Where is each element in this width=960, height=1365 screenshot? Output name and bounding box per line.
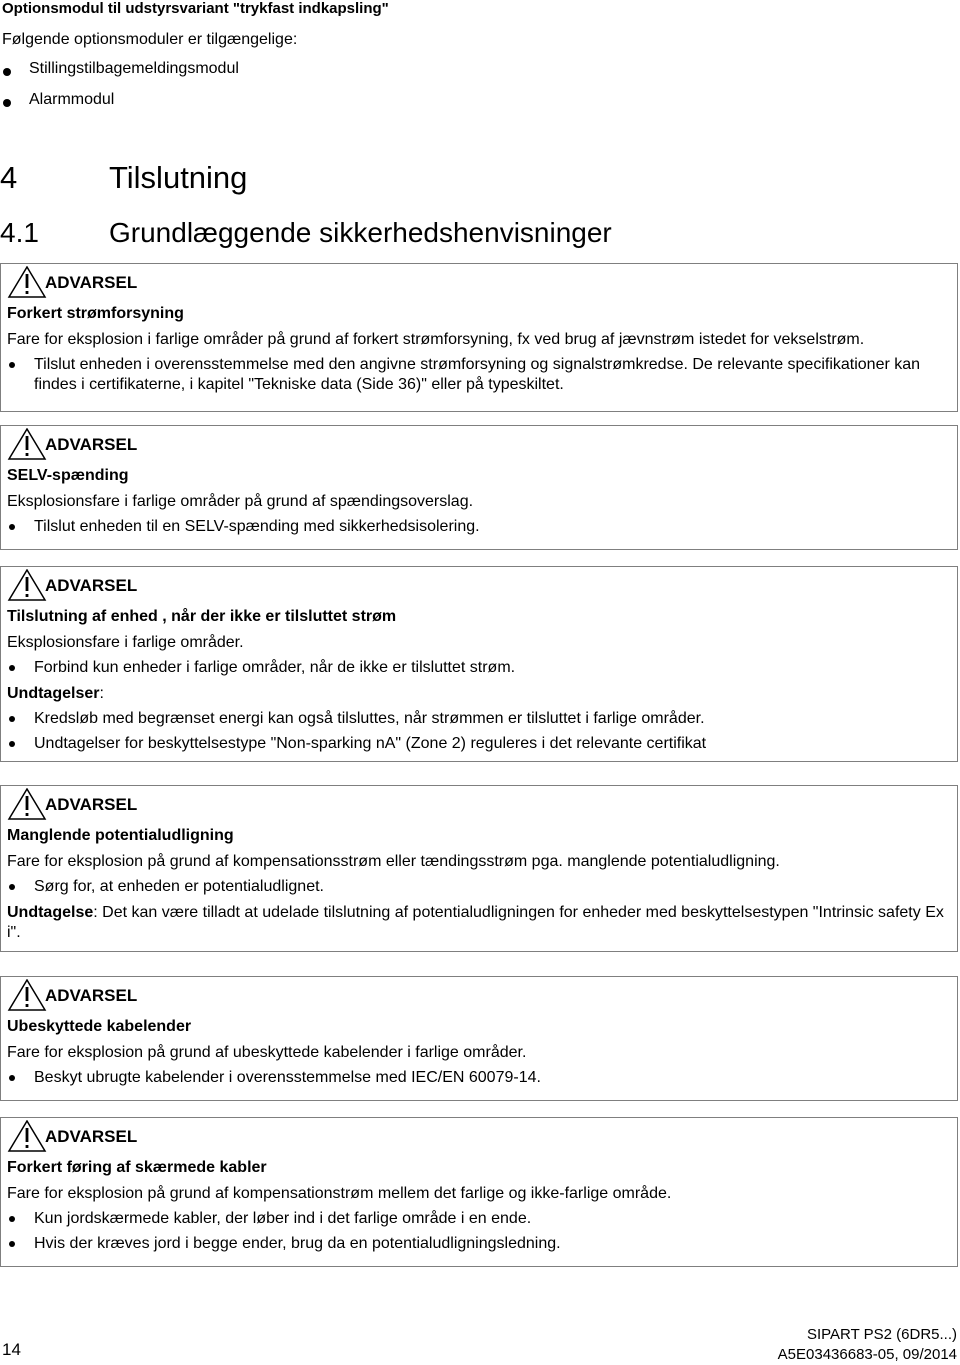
bullet-icon	[9, 1241, 15, 1247]
warning-header	[7, 792, 951, 818]
list-item-text: Kun jordskærmede kabler, der løber ind i det farlige område i en ende.	[34, 1210, 532, 1227]
list-item-text: Tilslut enheden til en SELV-spænding med sikkerhedsisolering.	[34, 518, 480, 535]
warning-box	[0, 425, 958, 550]
warning-triangle-icon	[7, 428, 47, 460]
bullet-icon	[9, 884, 15, 890]
signal-word: ADVARSEL	[45, 795, 138, 814]
warning-box	[0, 566, 958, 762]
bullet-icon	[9, 1216, 15, 1222]
exception-label: Undtagelser	[7, 685, 100, 702]
list-item	[7, 734, 951, 754]
warning-triangle-icon	[7, 979, 47, 1011]
warning-text: Fare for eksplosion i farlige områder på grund af forkert strømforsyning, fx ved brug af jævnstrøm istedet for vekselstrøm.	[7, 331, 865, 348]
warning-text: Fare for eksplosion på grund af ubeskyttede kabelender i farlige områder.	[7, 1044, 527, 1061]
warning-triangle-icon	[7, 266, 47, 298]
list-item-text: Undtagelser for beskyttelsestype "Non-sparking nA" (Zone 2) reguleres i det relevante certifikat	[34, 735, 707, 752]
exception-text: : Det kan være tilladt at udelade tilslutning af potentialudligningen for enheder med beskyttelsestypen "Intrinsic safety Ex i".	[7, 904, 944, 941]
warning-title: Forkert føring af skærmede kabler	[7, 1159, 267, 1176]
signal-word: ADVARSEL	[45, 986, 138, 1005]
warning-title: Manglende potentialudligning	[7, 827, 234, 844]
list-item	[7, 1234, 951, 1254]
warning-header	[7, 983, 951, 1009]
exception-line	[7, 684, 951, 704]
list-item-text: Sørg for, at enheden er potentialudlignet.	[34, 878, 324, 895]
list-item	[0, 90, 960, 121]
section-number: 4.1	[0, 217, 39, 248]
list-item-text: Beskyt ubrugte kabelender i overensstemmelse med IEC/EN 60079-14.	[34, 1069, 541, 1086]
list-item-text: Hvis der kræves jord i begge ender, brug da en potentialudligningsledning.	[34, 1235, 561, 1252]
footer-product-info	[778, 1325, 957, 1365]
bullet-icon	[3, 68, 11, 76]
warning-title: Ubeskyttede kabelender	[7, 1018, 192, 1035]
list-item	[0, 59, 960, 90]
warning-text: Eksplosionsfare i farlige områder på grund af spændingsoverslag.	[7, 493, 474, 510]
warning-box	[0, 976, 958, 1101]
list-item-text: Tilslut enheden i overensstemmelse med den angivne strømforsyning og signalstrømkredse. De relevante specifikationer kan findes i certifikaterne, i kapitel "Tekniske data (Side 36)" eller på typeskiltet.	[34, 356, 921, 393]
exception-suffix: :	[99, 685, 104, 702]
bullet-icon	[9, 716, 15, 722]
warning-box	[0, 263, 958, 412]
list-item-text: Kredsløb med begrænset energi kan også tilsluttes, når strømmen er tilsluttet i farlige områder.	[34, 710, 705, 727]
exception-line	[7, 903, 951, 943]
signal-word: ADVARSEL	[45, 435, 138, 454]
bullet-icon	[9, 741, 15, 747]
list-item-text: Alarmmodul	[29, 91, 115, 108]
product-name: SIPART PS2 (6DR5...)	[806, 1326, 957, 1343]
module-list	[0, 59, 960, 121]
page-number: 14	[2, 1340, 21, 1359]
warning-title: Forkert strømforsyning	[7, 305, 184, 322]
exception-label: Undtagelse	[7, 904, 94, 921]
warning-text: Eksplosionsfare i farlige områder.	[7, 634, 244, 651]
warning-header	[7, 270, 951, 296]
warning-triangle-icon	[7, 1120, 47, 1152]
warning-title: Tilslutning af enhed , når der ikke er tilsluttet strøm	[7, 608, 397, 625]
document-id: A5E03436683-05, 09/2014	[777, 1346, 957, 1363]
warning-title: SELV-spænding	[7, 467, 129, 484]
module-heading: Optionsmodul til udstyrsvariant "trykfast indkapsling"	[2, 0, 389, 17]
list-item-text: Forbind kun enheder i farlige områder, når de ikke er tilsluttet strøm.	[34, 659, 516, 676]
warning-triangle-icon	[7, 569, 47, 601]
list-item	[7, 709, 951, 729]
intro-text: Følgende optionsmoduler er tilgængelige:	[2, 31, 298, 48]
warning-box	[0, 1117, 958, 1267]
signal-word: ADVARSEL	[45, 576, 138, 595]
list-item	[7, 517, 951, 537]
bullet-icon	[9, 1075, 15, 1081]
warning-text: Fare for eksplosion på grund af kompensationstrøm mellem det farlige og ikke-farlige område.	[7, 1185, 672, 1202]
section-title: Grundlæggende sikkerhedshenvisninger	[109, 217, 612, 248]
list-item	[7, 1209, 951, 1229]
warning-header	[7, 573, 951, 599]
list-item	[7, 877, 951, 897]
chapter-number: 4	[0, 160, 18, 195]
warning-text: Fare for eksplosion på grund af kompensationsstrøm eller tændingsstrøm pga. manglende potentialudligning.	[7, 853, 780, 870]
bullet-icon	[9, 665, 15, 671]
bullet-icon	[9, 362, 15, 368]
warning-header	[7, 432, 951, 458]
list-item	[7, 658, 951, 678]
list-item-text: Stillingstilbagemeldingsmodul	[29, 60, 239, 77]
list-item	[7, 355, 951, 395]
list-item	[7, 1068, 951, 1088]
warning-box	[0, 785, 958, 952]
bullet-icon	[9, 524, 15, 530]
warning-header	[7, 1124, 951, 1150]
bullet-icon	[3, 99, 11, 107]
chapter-title: Tilslutning	[109, 160, 248, 195]
warning-triangle-icon	[7, 788, 47, 820]
signal-word: ADVARSEL	[45, 273, 138, 292]
signal-word: ADVARSEL	[45, 1127, 138, 1146]
